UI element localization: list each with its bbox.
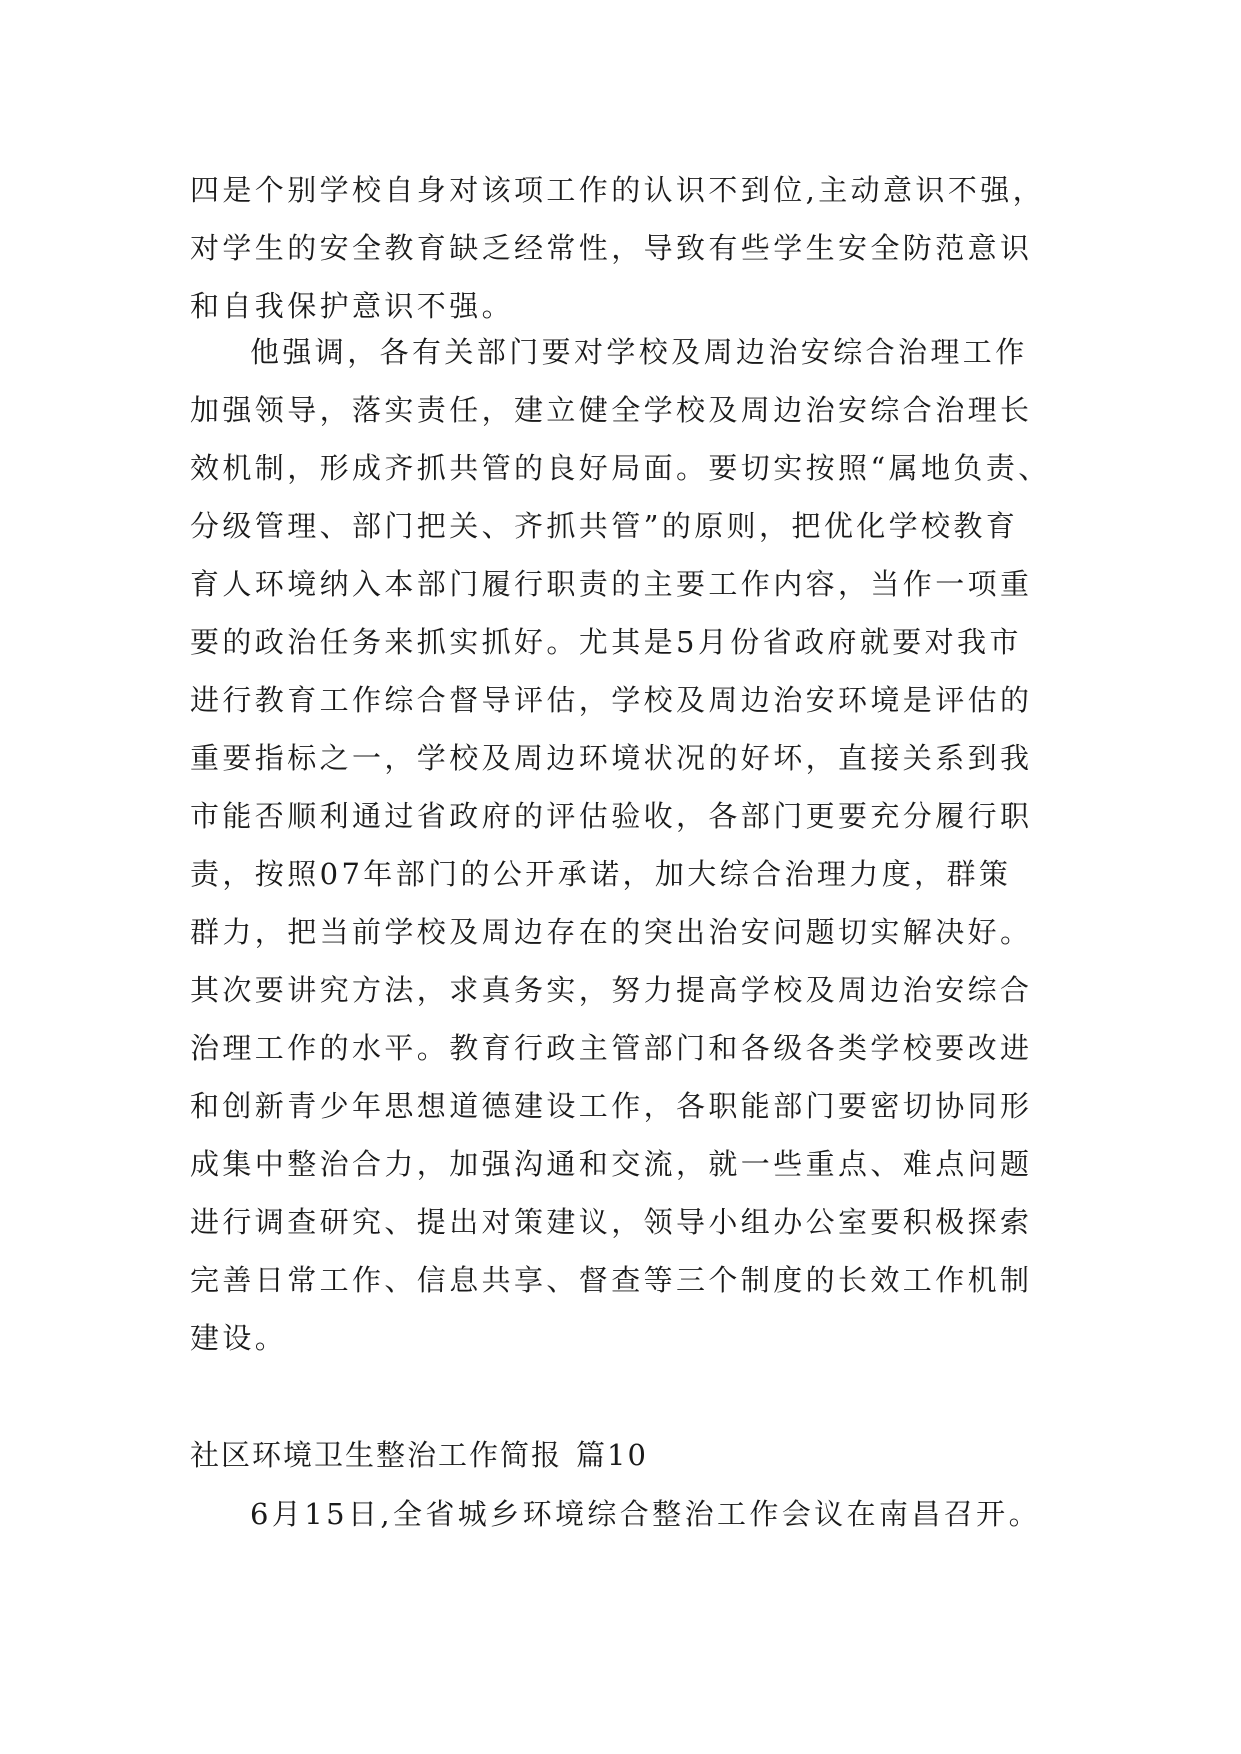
text-line: 建设。	[190, 1321, 288, 1355]
text-line: 效机制，形成齐抓共管的良好局面。要切实按照“属地负责、	[190, 451, 1051, 485]
text-line: 6月15日,全省城乡环境综合整治工作会议在南昌召开。	[250, 1497, 1041, 1531]
text-line: 对学生的安全教育缺乏经常性，导致有些学生安全防范意识	[190, 231, 1033, 265]
text-line: 四是个别学校自身对该项工作的认识不到位,主动意识不强，	[190, 173, 1046, 207]
section-part-label: 篇10	[576, 1438, 648, 1472]
text-line: 治理工作的水平。教育行政主管部门和各级各类学校要改进	[190, 1031, 1033, 1065]
text-line: 和自我保护意识不强。	[190, 289, 515, 323]
text-line: 他强调，各有关部门要对学校及周边治安综合治理工作	[250, 335, 1028, 369]
section-title: 社区环境卫生整治工作简报	[190, 1438, 563, 1472]
text-line: 责，按照07年部门的公开承诺，加大综合治理力度，群策	[190, 857, 1012, 891]
paragraph-1	[190, 161, 1070, 335]
text-line: 加强领导，落实责任，建立健全学校及周边治安综合治理长	[190, 393, 1033, 427]
text-line: 育人环境纳入本部门履行职责的主要工作内容，当作一项重	[190, 567, 1033, 601]
text-line: 成集中整治合力，加强沟通和交流，就一些重点、难点问题	[190, 1147, 1033, 1181]
paragraph-3	[190, 1485, 1070, 1543]
section-heading	[190, 1426, 648, 1484]
text-line: 进行教育工作综合督导评估，学校及周边治安环境是评估的	[190, 683, 1033, 717]
text-line: 分级管理、部门把关、齐抓共管”的原则，把优化学校教育	[190, 509, 1019, 543]
text-line: 群力，把当前学校及周边存在的突出治安问题切实解决好。	[190, 915, 1033, 949]
paragraph-2	[190, 323, 1070, 1367]
text-line: 进行调查研究、提出对策建议，领导小组办公室要积极探索	[190, 1205, 1033, 1239]
text-line: 完善日常工作、信息共享、督查等三个制度的长效工作机制	[190, 1263, 1033, 1297]
text-line: 要的政治任务来抓实抓好。尤其是5月份省政府就要对我市	[190, 625, 1022, 659]
text-line: 重要指标之一，学校及周边环境状况的好坏，直接关系到我	[190, 741, 1033, 775]
text-line: 和创新青少年思想道德建设工作，各职能部门要密切协同形	[190, 1089, 1033, 1123]
text-line: 其次要讲究方法，求真务实，努力提高学校及周边治安综合	[190, 973, 1033, 1007]
text-line: 市能否顺利通过省政府的评估验收，各部门更要充分履行职	[190, 799, 1033, 833]
